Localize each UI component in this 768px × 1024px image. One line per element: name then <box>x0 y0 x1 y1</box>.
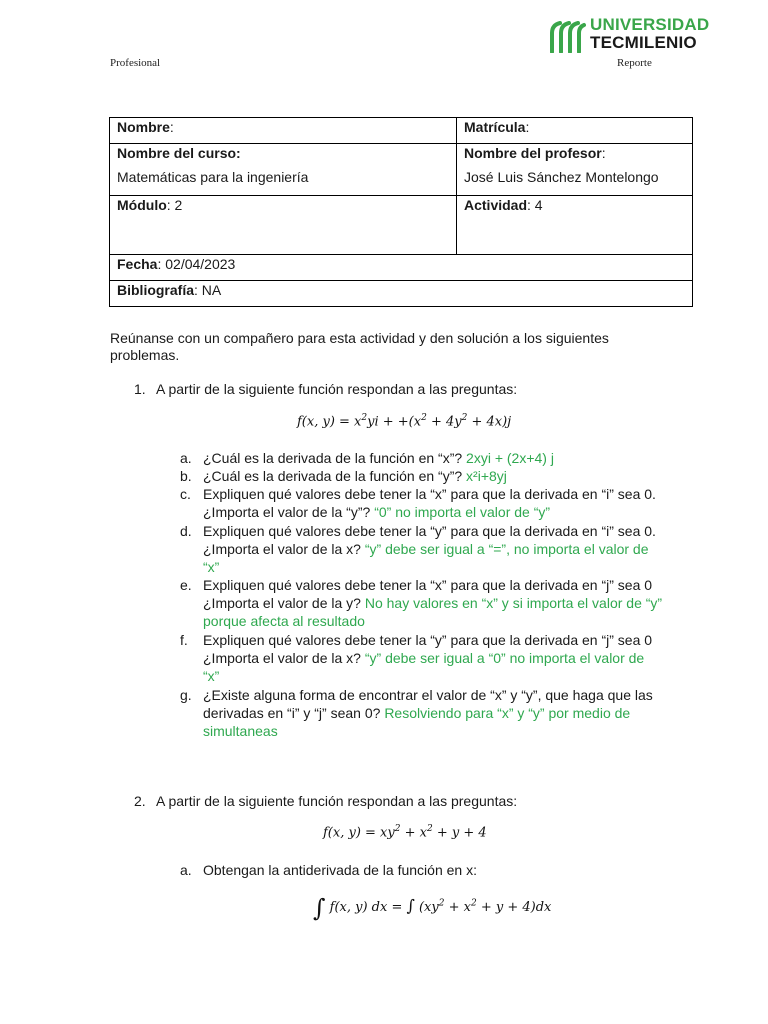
item-letter: f. <box>180 632 188 648</box>
function-1-formula: f(x, $y) = x^2yi + +(x^2 + 4y^2 + 4x)j$ <box>297 413 512 430</box>
profesor-value: José Luis Sánchez Montelongo <box>464 169 659 185</box>
item-text: Obtengan la antiderivada de la función en x: <box>203 862 477 878</box>
logo-line-2: TECMILENIO <box>590 33 697 52</box>
item-text: ¿Cuál es la derivada de la función en “x”? <box>203 450 463 466</box>
intro-paragraph: Reúnanse con un compañero para esta actividad y den solución a los siguientes problemas. <box>110 330 609 363</box>
question-1a <box>180 449 670 467</box>
profesor-cell: Nombre del profesor: José Luis Sánchez Montelongo <box>457 144 693 196</box>
curso-cell <box>110 144 457 196</box>
fecha-value: 02/04/2023 <box>165 256 236 272</box>
question-2-number: 2. <box>134 793 146 809</box>
nombre-label: Nombre <box>117 119 170 135</box>
bibliografia-cell: Bibliografía: NA <box>110 281 693 307</box>
bibliografia-value: NA <box>201 282 222 298</box>
item-answer: “y” debe ser igual a “=”, no importa el valor de “x” <box>203 541 649 575</box>
bibliografia-label: Bibliografía <box>117 282 195 298</box>
item-letter: c. <box>180 486 191 502</box>
header-right: Reporte <box>617 57 652 69</box>
item-text: Expliquen qué valores debe tener la “x” para que la derivada en “j” sea 0 ¿Importa el valor de la y? <box>203 577 653 611</box>
fecha-label: Fecha <box>117 256 158 272</box>
question-2a <box>180 861 670 879</box>
item-letter: a. <box>180 450 192 466</box>
question-1-text: A partir de la siguiente función respondan a las preguntas: <box>156 381 518 397</box>
function-2-formula: f(x, $y) = xy^2 + x^2 + y + 4$ <box>323 824 487 841</box>
profesor-label: Nombre del profesor <box>464 145 602 161</box>
item-letter: b. <box>180 468 192 484</box>
logo-line-1: UNIVERSIDAD <box>590 15 710 34</box>
question-1d <box>180 522 670 576</box>
logo-icon <box>548 17 586 53</box>
item-letter: d. <box>180 523 192 539</box>
item-text: Expliquen qué valores debe tener la “x” para que la derivada en “i” sea 0. ¿Importa el valor de la “y”? <box>203 486 656 520</box>
item-answer: “y” debe ser igual a “0” no importa el valor de “x” <box>203 650 645 684</box>
integral-formula: ∫ f(x, y) dx = ∫ $(xy^2 + x^2 + y + 4)dx$ <box>313 894 552 922</box>
student-info-table <box>109 117 693 307</box>
question-1b <box>180 467 670 485</box>
modulo-label: Módulo <box>117 197 167 213</box>
nombre-cell: Nombre: <box>110 118 457 144</box>
curso-label: Nombre del curso: <box>117 145 241 161</box>
actividad-cell: Actividad: 4 <box>457 196 693 255</box>
item-letter: e. <box>180 577 192 593</box>
question-1f <box>180 631 670 685</box>
question-2 <box>134 792 674 810</box>
curso-value: Matemáticas para la ingeniería <box>117 169 309 185</box>
university-logo <box>548 16 728 54</box>
item-text: Expliquen qué valores debe tener la “y” para que la derivada en “j” sea 0 ¿Importa el valor de la x? <box>203 632 653 666</box>
matricula-cell: Matrícula: <box>457 118 693 144</box>
modulo-value: 2 <box>174 197 183 213</box>
question-1-number: 1. <box>134 381 146 397</box>
modulo-cell: Módulo: 2 <box>110 196 457 255</box>
question-1g <box>180 686 670 740</box>
actividad-value: 4 <box>534 197 543 213</box>
header-left: Profesional <box>110 57 161 69</box>
item-answer: 2xyi + (2x+4) j <box>466 450 554 466</box>
matricula-label: Matrícula <box>464 119 526 135</box>
question-1c <box>180 485 670 521</box>
item-text: ¿Existe alguna forma de encontrar el valor de “x” y “y”, que haga que las derivadas en “i” y “j” sean 0? <box>203 687 653 721</box>
fecha-cell: Fecha: 02/04/2023 <box>110 255 693 281</box>
item-answer: No hay valores en “x” y si importa el valor de “y” porque afecta al resultado <box>203 595 663 629</box>
item-answer: Resolviendo para “x” y “y” por medio de simultaneas <box>203 705 631 739</box>
question-1 <box>134 380 674 398</box>
item-answer: x²i+8yj <box>466 468 507 484</box>
item-letter: a. <box>180 862 192 878</box>
item-text: ¿Cuál es la derivada de la función en “y”? <box>203 468 463 484</box>
item-answer: “0” no importa el valor de “y” <box>374 504 551 520</box>
item-letter: g. <box>180 687 192 703</box>
item-text: Expliquen qué valores debe tener la “y” para que la derivada en “i” sea 0. ¿Importa el valor de la x? <box>203 523 656 557</box>
question-2-text: A partir de la siguiente función respondan a las preguntas: <box>156 793 518 809</box>
question-1e <box>180 576 670 630</box>
actividad-label: Actividad <box>464 197 528 213</box>
